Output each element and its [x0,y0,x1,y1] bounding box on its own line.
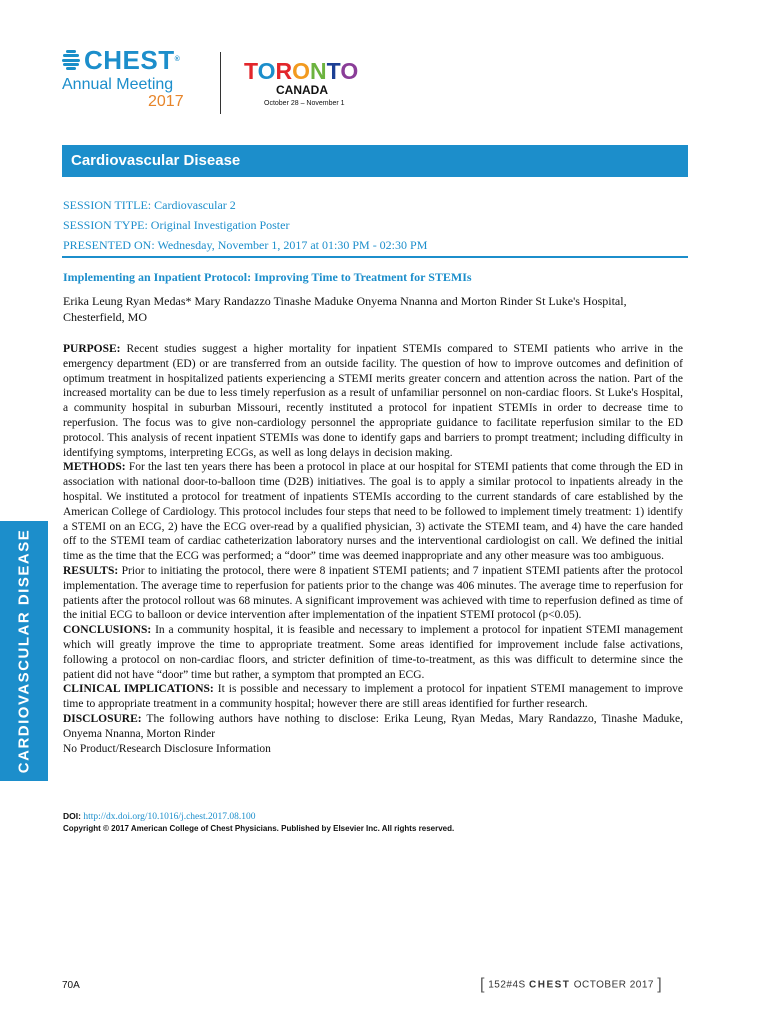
journal-footer: [ 152#4S CHEST OCTOBER 2017 ] [480,976,663,993]
side-tab-label: CARDIOVASCULAR DISEASE [15,528,33,774]
session-type-line: SESSION TYPE: Original Investigation Poster [63,218,290,232]
toronto-canada-logo [244,58,369,107]
page-number: 70A [62,980,80,991]
session-title-line: SESSION TITLE: Cardiovascular 2 [63,198,236,212]
section-banner [62,145,688,177]
session-info [63,195,427,255]
article-title: Implementing an Inpatient Protocol: Improving Time to Treatment for STEMIs [63,270,472,284]
journal-issue: 152#4S [488,979,526,991]
toronto-wordmark: TORONTO [244,58,359,84]
journal-date: OCTOBER 2017 [573,979,654,991]
logo-divider [220,52,221,114]
disclosure-paragraph: DISCLOSURE: The following authors have nothing to disclose: Erika Leung, Ryan Medas, Mary Randazzo, Tinashe Maduke, Onyema Nnanna, Morton Rinder [63,712,684,740]
results-paragraph: RESULTS: Prior to initiating the protocol, there were 8 inpatient STEMI patients; and 7 inpatient STEMI patients after the protocol implementation. The average time to reperfusion for patients prior to the change was 406 minutes. The average time to reperfusion for patients after the protocol rollout was 68 minutes. A significant improvement was achieved with time to reperfusion defined as time of the initial ECG to balloon or device intervention after implementation of the inpatient STEMI protocol (p<0.05). [63,564,683,622]
side-tab [0,521,48,781]
meeting-dates: October 28 – November 1 [264,100,345,107]
chest-annual-meeting-logo [62,45,212,110]
journal-name: CHEST [529,979,571,991]
doi-line: DOI: http://dx.doi.org/10.1016/j.chest.2017.08.100 [63,811,256,822]
meeting-year: 2017 [148,93,184,110]
annual-meeting-label: Annual Meeting [62,76,174,93]
copyright-notice: Copyright © 2017 American College of Chest Physicians. Published by Elsevier Inc. All rights reserved. [63,824,455,833]
section-divider [62,256,688,258]
methods-paragraph: METHODS: For the last ten years there has been a protocol in place at our hospital for STEMI patients that come through the ED in association with national door-to-balloon time (D2B) initiatives. The goal is to apply a similar protocol to inpatients already in the hospital. We instituted a protocol for treatment of inpatients STEMIs according to the current standards of care established by the American College of Cardiology. This protocol includes four steps that need to be followed to implement timely treatment: 1) identify a STEMI on an ECG, 2) have the ECG over-read by a qualified physician, 3) activate the STEMI team, and 4) have the care handed off to the STEMI team of cardiac catheterization laboratory nurses and the interventional cardiologist on call. We defined the initial time as the time that the ECG was performed; a “door” time was deemed inappropriate and any other measure was too ambiguous. [63,461,683,563]
no-product-paragraph: No Product/Research Disclosure Information [63,742,271,755]
chest-wordmark: CHEST® [84,45,181,75]
conclusions-paragraph: CONCLUSIONS: In a community hospital, it is feasible and necessary to implement a protocol for inpatient STEMI management which will greatly improve the time to appropriate treatment. Some areas identified for improvement include false activations, following a protocol on non-cardiac floors, and stricter definition of time-to-treatment, as this was difficult to determine since the patient did not have “door” time but rather, a symptom that prompted an ECG. [63,624,683,681]
purpose-paragraph: PURPOSE: Recent studies suggest a higher mortality for inpatient STEMIs compared to STEMI patients who arrive in the emergency department (ED) or are transferred from an outside facility. The question of how to improve outcomes and definition of optimum treatment in hospitalized patients experiencing a STEMI merits greater concern and attention across the nation. Part of the increased mortality can be due to less timely reperfusion as a result of unfamiliar personnel on non-cardiac floors. St Luke's Hospital, a community hospital in suburban Missouri, recently instituted a protocol for inpatient STEMIs in order to decrease time to reperfusion. The focus was to give non-cardiology personnel the appropriate guidance to facilitate reperfusion similar to the ED protocol. This analysis of recent inpatient STEMIs was done to identify gaps and barriers to prompt treatment; including difficulty in identifying symptoms, interpreting ECGs, as well as long delays in decision making. [63,343,684,459]
presented-on-line: PRESENTED ON: Wednesday, November 1, 2017 at 01:30 PM - 02:30 PM [63,238,428,252]
doi-link[interactable]: http://dx.doi.org/10.1016/j.chest.2017.08.100 [83,812,256,822]
canada-label: CANADA [276,83,328,97]
clinical-implications-paragraph: CLINICAL IMPLICATIONS: It is possible and necessary to implement a protocol for inpatient STEMI management to improve time to appropriate treatment in a community hospital; however there are still areas identified for further research. [63,683,684,711]
section-title: Cardiovascular Disease [71,152,241,169]
article-authors: Erika Leung Ryan Medas* Mary Randazzo Tinashe Maduke Onyema Nnanna and Morton Rinder St Luke's Hospital, Chesterfield, MO [63,294,627,324]
abstract-body [63,342,683,756]
chest-stripes-icon [62,50,80,70]
